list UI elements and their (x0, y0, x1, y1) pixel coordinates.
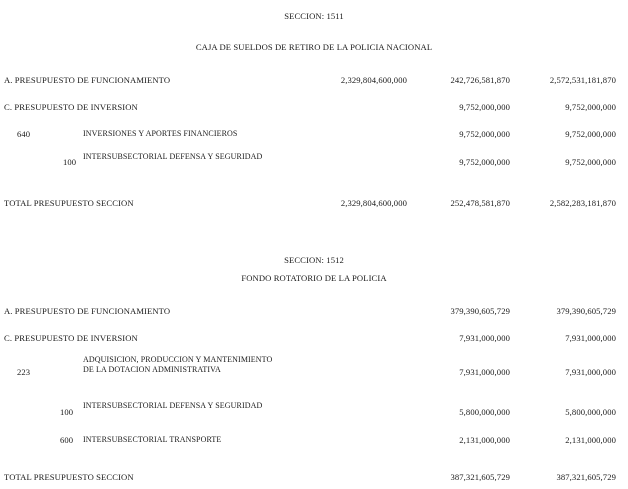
total-value-col1: 2,329,804,600,000 (340, 198, 407, 208)
total-label: TOTAL PRESUPUESTO SECCION (4, 472, 134, 482)
program-code: 223 (17, 367, 31, 377)
row-value-col2: 5,800,000,000 (459, 407, 510, 417)
row-label: A. PRESUPUESTO DE FUNCIONAMIENTO (4, 75, 171, 85)
row-label: ADQUISICION, PRODUCCION Y MANTENIMIENTO DE LA DOTACION ADMINISTRATIVA (83, 355, 273, 374)
row-value-col3: 7,931,000,000 (565, 333, 616, 343)
row-label: A. PRESUPUESTO DE FUNCIONAMIENTO (4, 306, 171, 316)
total-label: TOTAL PRESUPUESTO SECCION (4, 198, 134, 208)
row-value-col2: 9,752,000,000 (459, 102, 510, 112)
section-entity-name: FONDO ROTATORIO DE LA POLICIA (241, 273, 387, 283)
total-value-col2: 252,478,581,870 (450, 198, 510, 208)
section-entity-name: CAJA DE SUELDOS DE RETIRO DE LA POLICIA NACIONAL (195, 42, 433, 52)
section-heading: SECCION: 1511 (284, 11, 344, 21)
program-code: 640 (17, 129, 31, 139)
row-label: C. PRESUPUESTO DE INVERSION (4, 102, 138, 112)
row-value-col2: 2,131,000,000 (459, 435, 510, 445)
section-heading: SECCION: 1512 (284, 255, 344, 265)
row-value-col1: 2,329,804,600,000 (340, 75, 407, 85)
row-value-col3: 9,752,000,000 (565, 129, 616, 139)
row-value-col2: 9,752,000,000 (459, 129, 510, 139)
subprogram-code: 600 (60, 435, 74, 445)
subprogram-code: 100 (60, 407, 74, 417)
row-value-col3: 2,572,531,181,870 (549, 75, 616, 85)
row-label: INTERSUBSECTORIAL DEFENSA Y SEGURIDAD (83, 152, 263, 161)
subprogram-code: 100 (63, 157, 77, 167)
total-value-col3: 387,321,605,729 (556, 472, 616, 482)
row-label: INVERSIONES Y APORTES FINANCIEROS (83, 129, 238, 138)
total-value-col3: 2,582,283,181,870 (549, 198, 616, 208)
row-value-col2: 379,390,605,729 (450, 306, 510, 316)
row-value-col2: 242,726,581,870 (450, 75, 510, 85)
row-value-col3: 9,752,000,000 (565, 157, 616, 167)
row-value-col3: 9,752,000,000 (565, 102, 616, 112)
row-label: INTERSUBSECTORIAL TRANSPORTE (83, 435, 222, 444)
row-label: INTERSUBSECTORIAL DEFENSA Y SEGURIDAD (83, 401, 263, 410)
row-value-col3: 7,931,000,000 (565, 367, 616, 377)
row-value-col3: 379,390,605,729 (556, 306, 616, 316)
row-value-col2: 7,931,000,000 (459, 367, 510, 377)
row-label: C. PRESUPUESTO DE INVERSION (4, 333, 138, 343)
row-value-col3: 2,131,000,000 (565, 435, 616, 445)
total-value-col2: 387,321,605,729 (450, 472, 510, 482)
row-value-col2: 9,752,000,000 (459, 157, 510, 167)
row-value-col2: 7,931,000,000 (459, 333, 510, 343)
row-value-col3: 5,800,000,000 (565, 407, 616, 417)
